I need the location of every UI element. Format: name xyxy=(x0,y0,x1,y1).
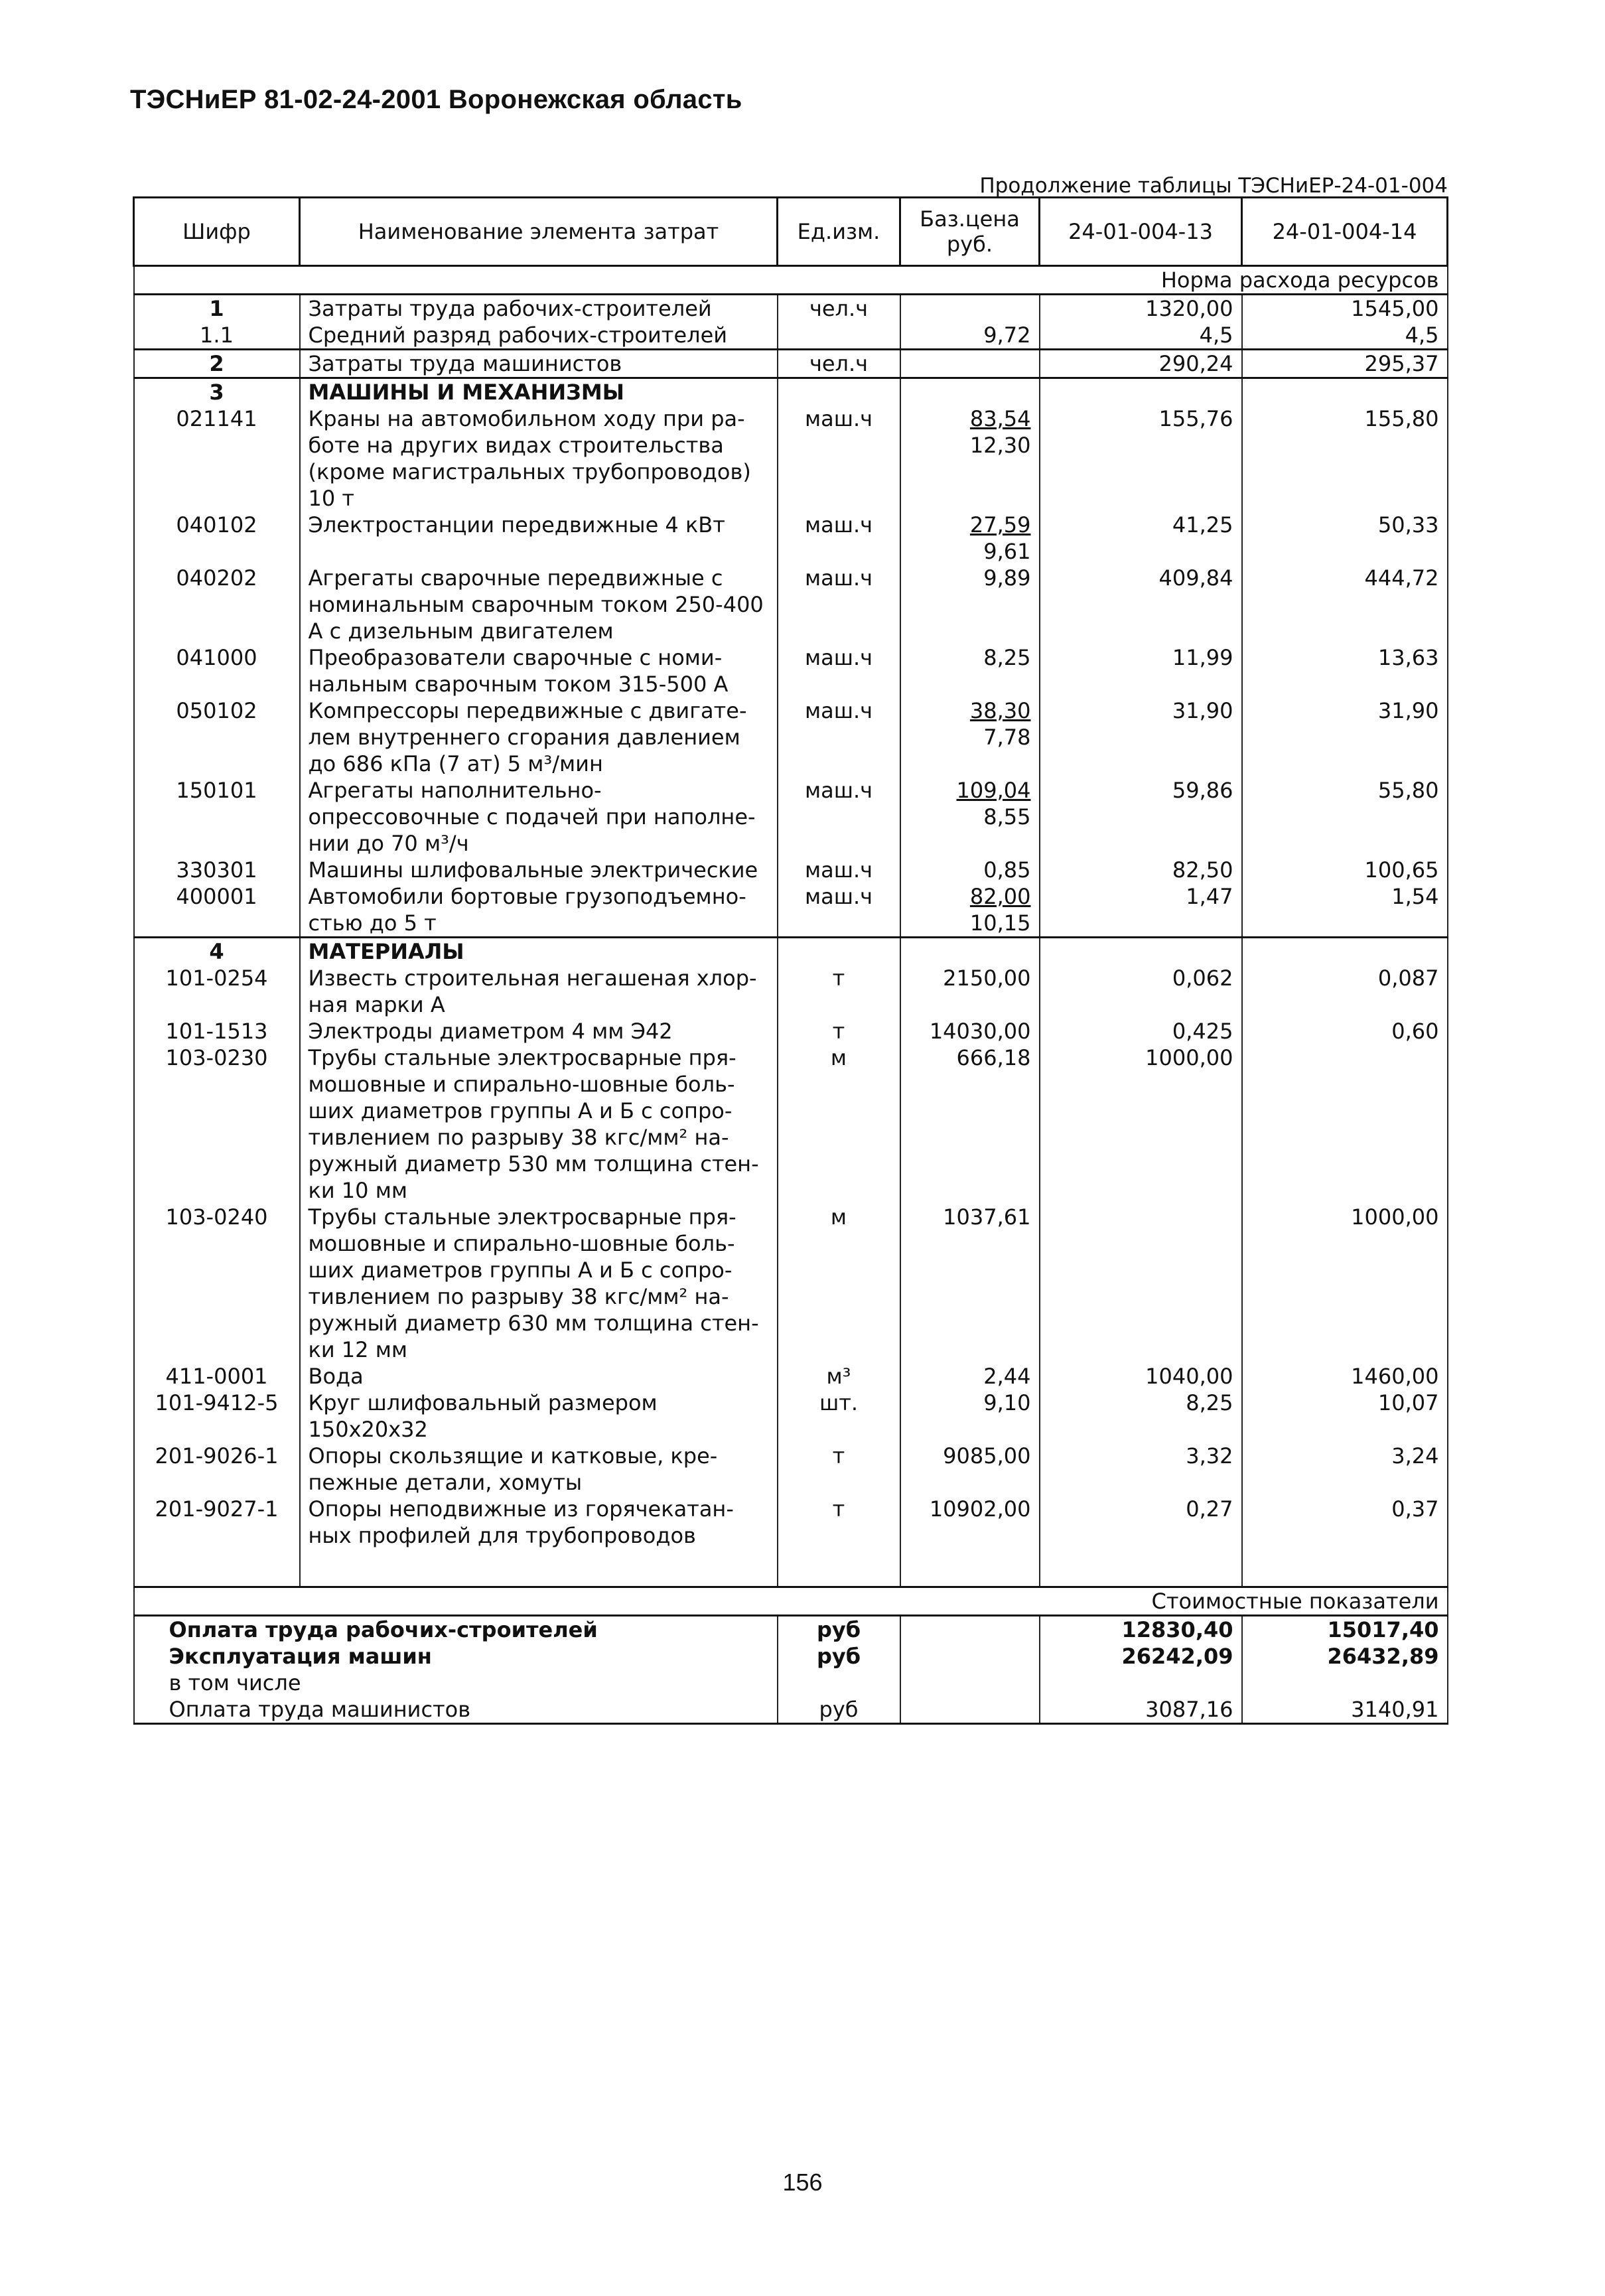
row-code: 400001 xyxy=(134,883,300,938)
row-value-14: 3,24 xyxy=(1242,1443,1448,1496)
header-col-14: 24-01-004-14 xyxy=(1242,198,1448,266)
table-row xyxy=(134,1044,1448,1204)
section-title: МАШИНЫ И МЕХАНИЗМЫ xyxy=(300,378,778,406)
table-header-row xyxy=(134,198,1448,266)
row-value-14: 4,5 xyxy=(1242,322,1448,350)
row-value-14: 0,60 xyxy=(1242,1018,1448,1044)
row-name: Затраты труда рабочих-строителей xyxy=(300,295,778,323)
table-row xyxy=(134,697,1448,777)
table-row xyxy=(134,322,1448,350)
summary-value-13 xyxy=(1040,1670,1242,1696)
price-wage: 8,55 xyxy=(983,804,1031,829)
row-price: 14030,00 xyxy=(900,1018,1040,1044)
price-total: 38,30 xyxy=(969,698,1031,723)
summary-label: Оплата труда рабочих-строителей xyxy=(134,1616,778,1644)
row-code: 040202 xyxy=(134,565,300,644)
row-value-13: 4,5 xyxy=(1040,322,1242,350)
table-row xyxy=(134,1363,1448,1390)
summary-value-14: 3140,91 xyxy=(1242,1696,1448,1724)
summary-unit xyxy=(778,1670,900,1696)
row-value-13: 0,425 xyxy=(1040,1018,1242,1044)
row-value-13 xyxy=(1040,1204,1242,1363)
row-unit: т xyxy=(778,1018,900,1044)
row-unit: м xyxy=(778,1044,900,1204)
row-price xyxy=(900,295,1040,323)
price-total: 82,00 xyxy=(969,884,1031,909)
cost-label: Стоимостные показатели xyxy=(300,1587,1448,1616)
row-value-13: 155,76 xyxy=(1040,405,1242,512)
row-unit: маш.ч xyxy=(778,883,900,938)
table-row xyxy=(134,1443,1448,1496)
header-unit: Ед.изм. xyxy=(778,198,900,266)
summary-value-14: 15017,40 xyxy=(1242,1616,1448,1644)
row-name: Машины шлифовальные электрические xyxy=(300,857,778,883)
row-price xyxy=(900,644,1040,697)
row-price xyxy=(900,777,1040,857)
summary-row xyxy=(134,1670,1448,1696)
row-name: Опоры неподвижные из горячекатан-ных профилей для трубопроводов xyxy=(300,1496,778,1549)
cost-label-row xyxy=(134,1587,1448,1616)
empty-cell xyxy=(778,938,900,966)
summary-value-13: 26242,09 xyxy=(1040,1643,1242,1670)
row-value-13: 8,25 xyxy=(1040,1390,1242,1443)
norm-label-row xyxy=(134,266,1448,295)
row-value-13: 59,86 xyxy=(1040,777,1242,857)
row-name: Компрессоры передвижные с двигате-лем внутреннего сгорания давлением до 686 кПа (7 ат) 5 м³/мин xyxy=(300,697,778,777)
price-total: 83,54 xyxy=(969,406,1031,431)
resource-norms-table xyxy=(133,196,1448,1725)
price-wage: 12,30 xyxy=(969,433,1031,458)
empty-cell xyxy=(1242,1549,1448,1587)
blank-row xyxy=(134,1549,1448,1587)
table-row xyxy=(134,1496,1448,1549)
row-unit: маш.ч xyxy=(778,565,900,644)
row-value-14: 1,54 xyxy=(1242,883,1448,938)
row-value-13: 1000,00 xyxy=(1040,1044,1242,1204)
row-value-13: 1320,00 xyxy=(1040,295,1242,323)
row-name: Средний разряд рабочих-строителей xyxy=(300,322,778,350)
table-row xyxy=(134,1204,1448,1363)
summary-unit: руб xyxy=(778,1696,900,1724)
table-row xyxy=(134,565,1448,644)
page-number: 156 xyxy=(782,2169,823,2196)
summary-label: Эксплуатация машин xyxy=(134,1643,778,1670)
row-name: Агрегаты сварочные передвижные с номинальным сварочным током 250-400 А с дизельным двигателем xyxy=(300,565,778,644)
price-total: 109,04 xyxy=(956,778,1031,803)
row-code: 101-9412-5 xyxy=(134,1390,300,1443)
table-row xyxy=(134,777,1448,857)
row-code: 201-9027-1 xyxy=(134,1496,300,1549)
row-value-13: 11,99 xyxy=(1040,644,1242,697)
summary-row xyxy=(134,1696,1448,1724)
row-price xyxy=(900,883,1040,938)
row-code: 330301 xyxy=(134,857,300,883)
price-wage: 9,61 xyxy=(983,539,1031,564)
row-price xyxy=(900,697,1040,777)
section-title: МАТЕРИАЛЫ xyxy=(300,938,778,966)
row-unit: маш.ч xyxy=(778,697,900,777)
section-row xyxy=(134,938,1448,966)
row-unit: м³ xyxy=(778,1363,900,1390)
row-value-13: 290,24 xyxy=(1040,350,1242,378)
header-name: Наименование элемента затрат xyxy=(300,198,778,266)
row-code: 2 xyxy=(134,350,300,378)
empty-cell xyxy=(900,378,1040,406)
empty-cell xyxy=(778,1549,900,1587)
row-name: Преобразователи сварочные с номи-нальным сварочным током 315-500 А xyxy=(300,644,778,697)
empty-cell xyxy=(1040,938,1242,966)
row-value-13: 0,27 xyxy=(1040,1496,1242,1549)
table-row xyxy=(134,1018,1448,1044)
row-price: 9085,00 xyxy=(900,1443,1040,1496)
section-row xyxy=(134,378,1448,406)
header-code: Шифр xyxy=(134,198,300,266)
empty-cell xyxy=(1040,1549,1242,1587)
price-wage: 0,85 xyxy=(983,857,1031,883)
norm-label: Норма расхода ресурсов xyxy=(300,266,1448,295)
row-name: Вода xyxy=(300,1363,778,1390)
header-col-13: 24-01-004-13 xyxy=(1040,198,1242,266)
row-unit xyxy=(778,322,900,350)
norm-blank-cell xyxy=(134,266,300,295)
table-row xyxy=(134,883,1448,938)
row-value-14: 295,37 xyxy=(1242,350,1448,378)
row-value-14: 0,087 xyxy=(1242,965,1448,1018)
row-value-14: 155,80 xyxy=(1242,405,1448,512)
table-row xyxy=(134,1390,1448,1443)
row-unit: маш.ч xyxy=(778,857,900,883)
row-price: 10902,00 xyxy=(900,1496,1040,1549)
row-code: 103-0230 xyxy=(134,1044,300,1204)
row-value-14: 55,80 xyxy=(1242,777,1448,857)
empty-cell xyxy=(900,1616,1040,1644)
row-unit: чел.ч xyxy=(778,295,900,323)
empty-cell xyxy=(900,938,1040,966)
row-name: Электростанции передвижные 4 кВт xyxy=(300,512,778,565)
row-value-13: 0,062 xyxy=(1040,965,1242,1018)
empty-cell xyxy=(778,378,900,406)
row-code: 050102 xyxy=(134,697,300,777)
section-code: 4 xyxy=(134,938,300,966)
price-wage: 7,78 xyxy=(983,725,1031,750)
table-row xyxy=(134,965,1448,1018)
row-value-13: 31,90 xyxy=(1040,697,1242,777)
price-total: 27,59 xyxy=(969,512,1031,538)
row-name: Автомобили бортовые грузоподъемно-стью до 5 т xyxy=(300,883,778,938)
row-name: Краны на автомобильном ходу при ра-боте на других видах строительства (кроме магистральных трубопроводов) 10 т xyxy=(300,405,778,512)
empty-cell xyxy=(900,1549,1040,1587)
row-price xyxy=(900,350,1040,378)
row-code: 150101 xyxy=(134,777,300,857)
price-wage: 9,89 xyxy=(983,565,1031,591)
row-name: Электроды диаметром 4 мм Э42 xyxy=(300,1018,778,1044)
price-wage: 8,25 xyxy=(983,645,1031,670)
price-wage: 10,15 xyxy=(969,910,1031,936)
row-name: Опоры скользящие и катковые, кре-пежные детали, хомуты xyxy=(300,1443,778,1496)
row-price: 2,44 xyxy=(900,1363,1040,1390)
row-unit: т xyxy=(778,1496,900,1549)
summary-label: Оплата труда машинистов xyxy=(134,1696,778,1724)
row-value-14: 13,63 xyxy=(1242,644,1448,697)
row-value-14: 31,90 xyxy=(1242,697,1448,777)
row-value-13: 409,84 xyxy=(1040,565,1242,644)
row-unit: маш.ч xyxy=(778,405,900,512)
row-unit: т xyxy=(778,1443,900,1496)
row-price xyxy=(900,512,1040,565)
row-unit: шт. xyxy=(778,1390,900,1443)
summary-value-13: 12830,40 xyxy=(1040,1616,1242,1644)
row-price xyxy=(900,565,1040,644)
row-name: Известь строительная негашеная хлор-ная марки А xyxy=(300,965,778,1018)
row-price: 9,72 xyxy=(900,322,1040,350)
table-row xyxy=(134,405,1448,512)
row-value-13: 3,32 xyxy=(1040,1443,1242,1496)
row-value-14: 10,07 xyxy=(1242,1390,1448,1443)
empty-cell xyxy=(1040,378,1242,406)
summary-unit: руб xyxy=(778,1643,900,1670)
row-code: 101-1513 xyxy=(134,1018,300,1044)
row-value-14: 1000,00 xyxy=(1242,1204,1448,1363)
row-code: 040102 xyxy=(134,512,300,565)
row-code: 411-0001 xyxy=(134,1363,300,1390)
table-row xyxy=(134,644,1448,697)
header-price: Баз.цена руб. xyxy=(900,198,1040,266)
summary-label: в том числе xyxy=(134,1670,778,1696)
summary-value-13: 3087,16 xyxy=(1040,1696,1242,1724)
row-price: 9,10 xyxy=(900,1390,1040,1443)
row-code: 1.1 xyxy=(134,322,300,350)
row-value-14: 0,37 xyxy=(1242,1496,1448,1549)
row-code: 103-0240 xyxy=(134,1204,300,1363)
cost-blank-cell xyxy=(134,1587,300,1616)
row-value-13: 1040,00 xyxy=(1040,1363,1242,1390)
row-name: Круг шлифовальный размером 150x20x32 xyxy=(300,1390,778,1443)
row-value-14: 1460,00 xyxy=(1242,1363,1448,1390)
row-code: 1 xyxy=(134,295,300,323)
table-row xyxy=(134,512,1448,565)
row-unit: маш.ч xyxy=(778,644,900,697)
table-continuation-caption: Продолжение таблицы ТЭСНиЕР-24-01-004 xyxy=(979,174,1448,198)
row-value-14: 444,72 xyxy=(1242,565,1448,644)
empty-cell xyxy=(1242,378,1448,406)
row-name: Затраты труда машинистов xyxy=(300,350,778,378)
row-value-14: 1545,00 xyxy=(1242,295,1448,323)
row-price xyxy=(900,857,1040,883)
table-row xyxy=(134,295,1448,323)
row-value-13: 41,25 xyxy=(1040,512,1242,565)
row-unit: м xyxy=(778,1204,900,1363)
summary-row xyxy=(134,1616,1448,1644)
row-value-13: 1,47 xyxy=(1040,883,1242,938)
table-row xyxy=(134,350,1448,378)
document-title: ТЭСНиЕР 81-02-24-2001 Воронежская область xyxy=(130,85,742,114)
row-value-14: 100,65 xyxy=(1242,857,1448,883)
row-code: 201-9026-1 xyxy=(134,1443,300,1496)
summary-value-14: 26432,89 xyxy=(1242,1643,1448,1670)
row-price: 666,18 xyxy=(900,1044,1040,1204)
row-name: Трубы стальные электросварные пря-мошовные и спирально-шовные боль-ших диаметров группы А и Б с сопро-тивлением по разрыву 38 кгс/мм² на-ружный диаметр 530 мм толщина стен-ки 10 мм xyxy=(300,1044,778,1204)
row-value-14: 50,33 xyxy=(1242,512,1448,565)
empty-cell xyxy=(134,1549,300,1587)
table-row xyxy=(134,857,1448,883)
row-value-13: 82,50 xyxy=(1040,857,1242,883)
row-code: 041000 xyxy=(134,644,300,697)
summary-unit: руб xyxy=(778,1616,900,1644)
row-price: 1037,61 xyxy=(900,1204,1040,1363)
row-unit: чел.ч xyxy=(778,350,900,378)
empty-cell xyxy=(300,1549,778,1587)
row-code: 101-0254 xyxy=(134,965,300,1018)
row-value-14 xyxy=(1242,1044,1448,1204)
row-unit: маш.ч xyxy=(778,512,900,565)
empty-cell xyxy=(900,1670,1040,1696)
row-code: 021141 xyxy=(134,405,300,512)
section-code: 3 xyxy=(134,378,300,406)
empty-cell xyxy=(900,1696,1040,1724)
row-unit: т xyxy=(778,965,900,1018)
row-unit: маш.ч xyxy=(778,777,900,857)
row-price xyxy=(900,405,1040,512)
empty-cell xyxy=(900,1643,1040,1670)
empty-cell xyxy=(1242,938,1448,966)
row-name: Агрегаты наполнительно-опрессовочные с подачей при наполне-нии до 70 м³/ч xyxy=(300,777,778,857)
summary-row xyxy=(134,1643,1448,1670)
summary-value-14 xyxy=(1242,1670,1448,1696)
row-price: 2150,00 xyxy=(900,965,1040,1018)
row-name: Трубы стальные электросварные пря-мошовные и спирально-шовные боль-ших диаметров группы А и Б с сопро-тивлением по разрыву 38 кгс/мм² на-ружный диаметр 630 мм толщина стен-ки 12 мм xyxy=(300,1204,778,1363)
